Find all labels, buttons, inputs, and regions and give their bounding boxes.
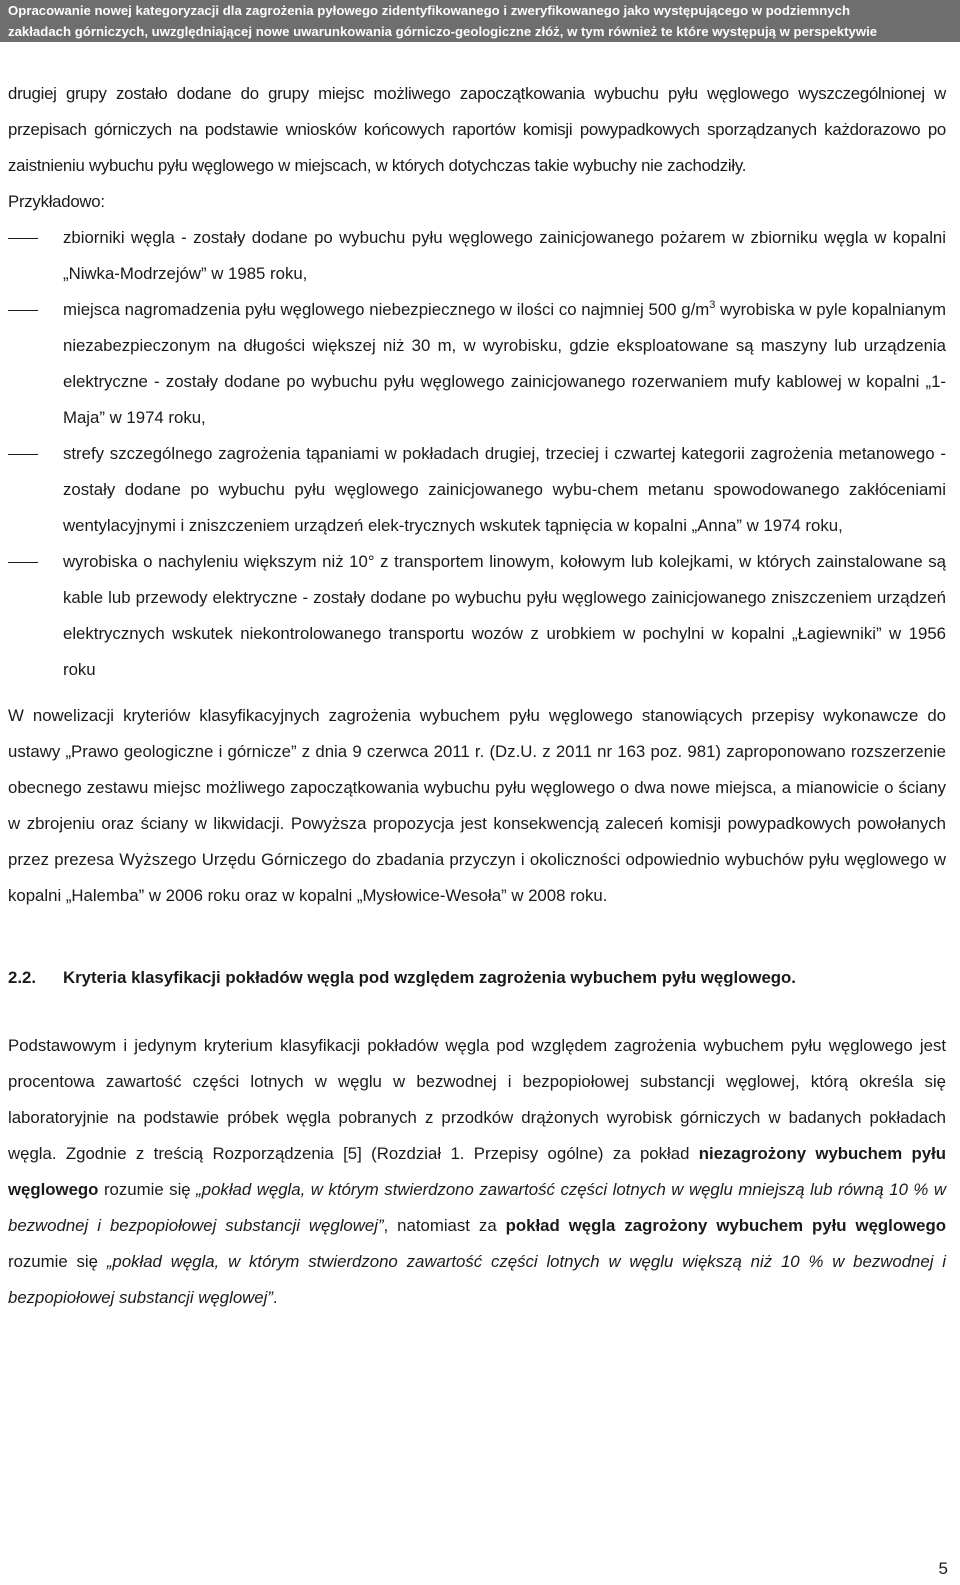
section-title: Kryteria klasyfikacji pokładów węgla pod względem zagrożenia wybuchem pyłu węglowego. (63, 968, 796, 987)
list-item (8, 544, 946, 688)
list-item (8, 220, 946, 292)
list-item-text: strefy szczególnego zagrożenia tąpaniami w pokładach drugiej, trzeciej i czwartej kategorii zagrożenia metanowego - zostały dodane po wybuchu pyłu węglowego zainicjowanego wybu-chem metanu spowodowanego zakłóceniami wentylacyjnymi i zniszczeniem urządzeń elek-trycznych wskutek tąpnięcia w kopalni „Anna” w 1974 roku, (63, 444, 946, 535)
italic-definition: „pokład węgla, w którym stwierdzono zawartość części lotnych w węglu większą niż 10 % w bezwodnej i bezpopiołowej substancji węglowej” (8, 1252, 946, 1307)
section-heading (8, 960, 946, 996)
document-header (0, 0, 960, 42)
bold-term: pokład węgla zagrożony wybuchem pyłu węglowego (505, 1216, 946, 1235)
example-label: Przykładowo: (8, 192, 105, 211)
text-run: , natomiast za (383, 1216, 506, 1235)
section-number: 2.2. (8, 968, 36, 987)
text-run: Podstawowym i jedynym kryterium klasyfikacji pokładów węgla pod względem zagrożenia wybuchem pyłu węglowego jest procentowa zawartość części lotnych w węglu w bezwodnej i bezpopiołowej substancji węglowej, którą określa się laboratoryjnie na podstawie próbek węgla pobranych z przodków drążonych wyrobisk górniczych w badanych pokładach węgla. Zgodnie z treścią Rozporządzenia [5] (Rozdział 1. Przepisy ogólne) za pokład (8, 1036, 946, 1163)
document-body (8, 76, 946, 1316)
list-item-text-part: wyrobiska w pyle kopalnianym niezabezpieczonym na długości większej niż 30 m, w wyrobisku, gdzie eksploatowane są maszyny lub urządzenia elektryczne - zostały dodane po wybuchu pyłu węglowego zainicjowanego rozerwaniem mufy kablowej w kopalni „1-Maja” w 1974 roku, (63, 300, 946, 427)
list-item-text: wyrobiska o nachyleniu większym niż 10° z transportem linowym, kołowym lub kolejkami, w których zainstalowane są kable lub przewody elektryczne - zostały dodane po wybuchu pyłu węglowego zainicjowanego zniszczeniem urządzeń elektrycznych wskutek niekontrolowanego transportu wozów z urobkiem w pochylni w kopalni „Łagiewniki” w 1956 roku (63, 552, 946, 679)
italic-definition: „pokład węgla, w którym stwierdzono zawartość części lotnych w węglu mniejszą lub równą 10 % w bezwodnej i bezpopiołowej substancji węglowej” (8, 1180, 947, 1235)
list-item (8, 292, 946, 436)
text-run: rozumie się (98, 1180, 197, 1199)
list-item (8, 436, 946, 544)
superscript: 3 (709, 299, 716, 311)
list-item-text: zbiorniki węgla - zostały dodane po wybuchu pyłu węglowego zainicjowanego pożarem w zbiorniku węgla w kopalni „Niwka-Modrzejów” w 1985 roku, (63, 228, 946, 283)
amendment-paragraph: W nowelizacji kryteriów klasyfikacyjnych zagrożenia wybuchem pyłu węglowego stanowiących przepisy wykonawcze do ustawy „Prawo geologiczne i górnicze” z dnia 9 czerwca 2011 r. (Dz.U. z 2011 nr 163 poz. 981) zaproponowano rozszerzenie obecnego zestawu miejsc możliwego zapoczątkowania wybuchu pyłu węglowego o dwa nowe miejsca, a mianowicie o ściany w zbrojeniu oraz ściany w likwidacji. Powyższa propozycja jest konsekwencją zaleceń komisji powypadkowych powołanych przez prezesa Wyższego Urzędu Górniczego do zbadania przyczyn i okoliczności odpowiednio wybuchów pyłu węglowego w kopalni „Halemba” w 2006 roku oraz w kopalni „Mysłowice-Wesoła” w 2008 roku. (8, 706, 946, 905)
intro-paragraph (8, 76, 946, 220)
header-line-1: Opracowanie nowej kategoryzacji dla zagrożenia pyłowego zidentyfikowanego i zweryfikowanego jako występującego w podziemnych (8, 3, 850, 18)
list-item-text-part: miejsca nagromadzenia pyłu węglowego niebezpiecznego w ilości co najmniej 500 g/m (63, 300, 710, 319)
bold-term: niezagrożony wybuchem pyłu węglowego (8, 1144, 946, 1199)
text-run: rozumie się (8, 1252, 107, 1271)
places-list (8, 220, 946, 688)
header-line-2: zakładach górniczych, uwzględniającej nowe uwarunkowania górniczo-geologiczne złóż, w tym również te które występują w perspektywie (8, 24, 878, 39)
criteria-paragraph (8, 1028, 946, 1316)
text-run: . (272, 1288, 278, 1307)
intro-text: drugiej grupy zostało dodane do grupy miejsc możliwego zapoczątkowania wybuchu pyłu węglowego wyszczególnionej w przepisach górniczych na podstawie wniosków końcowych raportów komisji powypadkowych sporządzanych każdorazowo po zaistnieniu wybuchu pyłu węglowego w miejscach, w których dotychczas takie wybuchy nie zachodziły. (8, 84, 946, 175)
page-number: 5 (938, 1559, 948, 1578)
